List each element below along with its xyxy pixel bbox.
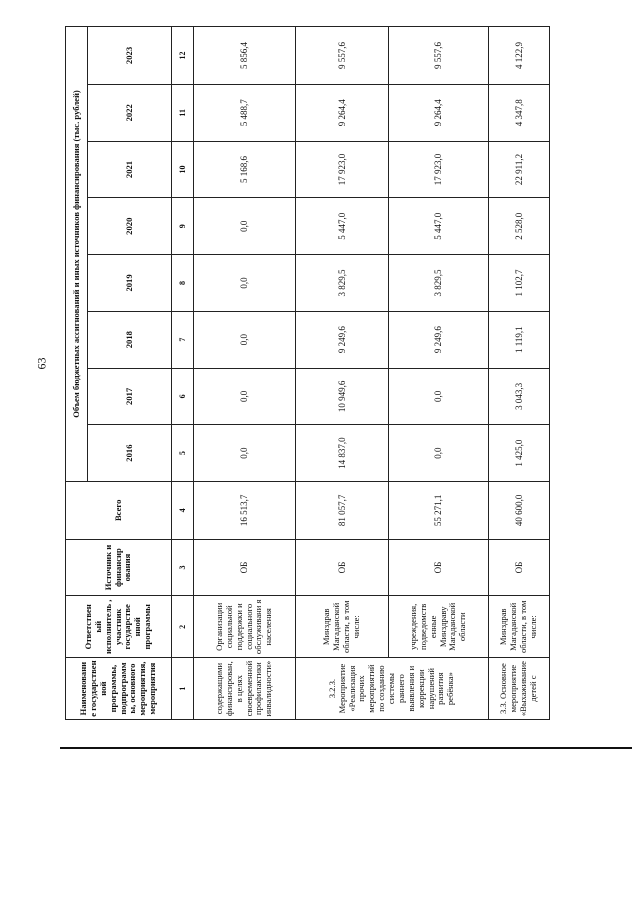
row-total: 40 600,0	[489, 481, 550, 539]
index-cell: 1	[172, 658, 194, 720]
header-year: 2016	[88, 425, 172, 482]
row-value: 2 528,0	[489, 198, 550, 255]
row-value: 0,0	[389, 425, 489, 482]
header-executor: Ответствен ый исполнитель , участник государстве нной программы	[66, 596, 172, 658]
row-executor: Минздрав Магаданской области, в том числе:	[296, 596, 389, 658]
row-value: 0,0	[194, 311, 296, 368]
row-value: 0,0	[194, 255, 296, 312]
row-value: 4 347,8	[489, 84, 550, 141]
row-value: 9 249,6	[296, 311, 389, 368]
row-value: 1 425,0	[489, 425, 550, 482]
row-total: 81 057,7	[296, 481, 389, 539]
row-value: 5 488,7	[194, 84, 296, 141]
budget-table-rotated	[65, 26, 549, 720]
header-row-1	[66, 27, 88, 720]
table-row	[194, 27, 296, 720]
index-row	[172, 27, 194, 720]
row-value: 17 923,0	[296, 141, 389, 198]
row-name: содержащими финансирован, в целях своевременной профилактики инвалидности»	[194, 658, 296, 720]
table-row	[389, 27, 489, 720]
row-value: 9 249,6	[389, 311, 489, 368]
header-year: 2018	[88, 311, 172, 368]
header-name: Наименовани е государствен ной программы, подпрограмм ы, основного мероприятия, мероприятия	[66, 658, 172, 720]
row-value: 0,0	[389, 368, 489, 425]
header-source: Источник и финансир ования	[66, 539, 172, 596]
row-value: 3 829,5	[389, 255, 489, 312]
budget-table	[65, 26, 550, 720]
row-source: ОБ	[296, 539, 389, 596]
row-executor: Минздрав Магаданской области, в том числе:	[489, 596, 550, 658]
table-row	[489, 27, 550, 720]
row-value: 17 923,0	[389, 141, 489, 198]
row-source: ОБ	[489, 539, 550, 596]
row-executor: Организации социальной поддержки и социального обслуживани я населения	[194, 596, 296, 658]
index-cell: 6	[172, 368, 194, 425]
row-name: 3.3. Основное мероприятие «Выхаживание детей с	[489, 658, 550, 720]
row-executor: учреждения, подведомств енные Минздраву Магаданской области	[389, 596, 489, 658]
row-total: 55 271,1	[389, 481, 489, 539]
row-name: 3.2.3. Мероприятие «Реализация прочих мероприятий по созданию системы раннего выявления и коррекции нарушений развития ребёнка»	[296, 658, 489, 720]
row-value: 4 122,9	[489, 27, 550, 85]
index-cell: 7	[172, 311, 194, 368]
row-total: 16 513,7	[194, 481, 296, 539]
row-value: 22 911,2	[489, 141, 550, 198]
row-value: 9 557,6	[296, 27, 389, 85]
row-value: 3 829,5	[296, 255, 389, 312]
row-value: 10 949,6	[296, 368, 389, 425]
header-total: Всего	[66, 481, 172, 539]
row-value: 9 264,4	[389, 84, 489, 141]
row-value: 1 102,7	[489, 255, 550, 312]
row-value: 0,0	[194, 368, 296, 425]
row-value: 0,0	[194, 425, 296, 482]
index-cell: 8	[172, 255, 194, 312]
header-volume: Объем бюджетных ассигнований и иных источников финансирования (тыс. рублей)	[66, 27, 88, 482]
index-cell: 4	[172, 481, 194, 539]
index-cell: 12	[172, 27, 194, 85]
row-source: ОБ	[389, 539, 489, 596]
index-cell: 10	[172, 141, 194, 198]
row-value: 5 168,6	[194, 141, 296, 198]
row-value: 3 043,3	[489, 368, 550, 425]
header-year: 2020	[88, 198, 172, 255]
header-year: 2023	[88, 27, 172, 85]
row-value: 1 119,1	[489, 311, 550, 368]
index-cell: 3	[172, 539, 194, 596]
row-source: ОБ	[194, 539, 296, 596]
header-year: 2021	[88, 141, 172, 198]
row-value: 9 557,6	[389, 27, 489, 85]
header-year: 2022	[88, 84, 172, 141]
row-value: 9 264,4	[296, 84, 389, 141]
row-value: 5 447,0	[296, 198, 389, 255]
row-value: 5 856,4	[194, 27, 296, 85]
index-cell: 11	[172, 84, 194, 141]
page-number: 63	[34, 357, 49, 370]
table-row	[296, 27, 389, 720]
row-value: 5 447,0	[389, 198, 489, 255]
header-year: 2017	[88, 368, 172, 425]
footer-rule	[60, 747, 632, 749]
index-cell: 9	[172, 198, 194, 255]
header-year: 2019	[88, 255, 172, 312]
index-cell: 5	[172, 425, 194, 482]
row-value: 0,0	[194, 198, 296, 255]
row-value: 14 837,0	[296, 425, 389, 482]
index-cell: 2	[172, 596, 194, 658]
